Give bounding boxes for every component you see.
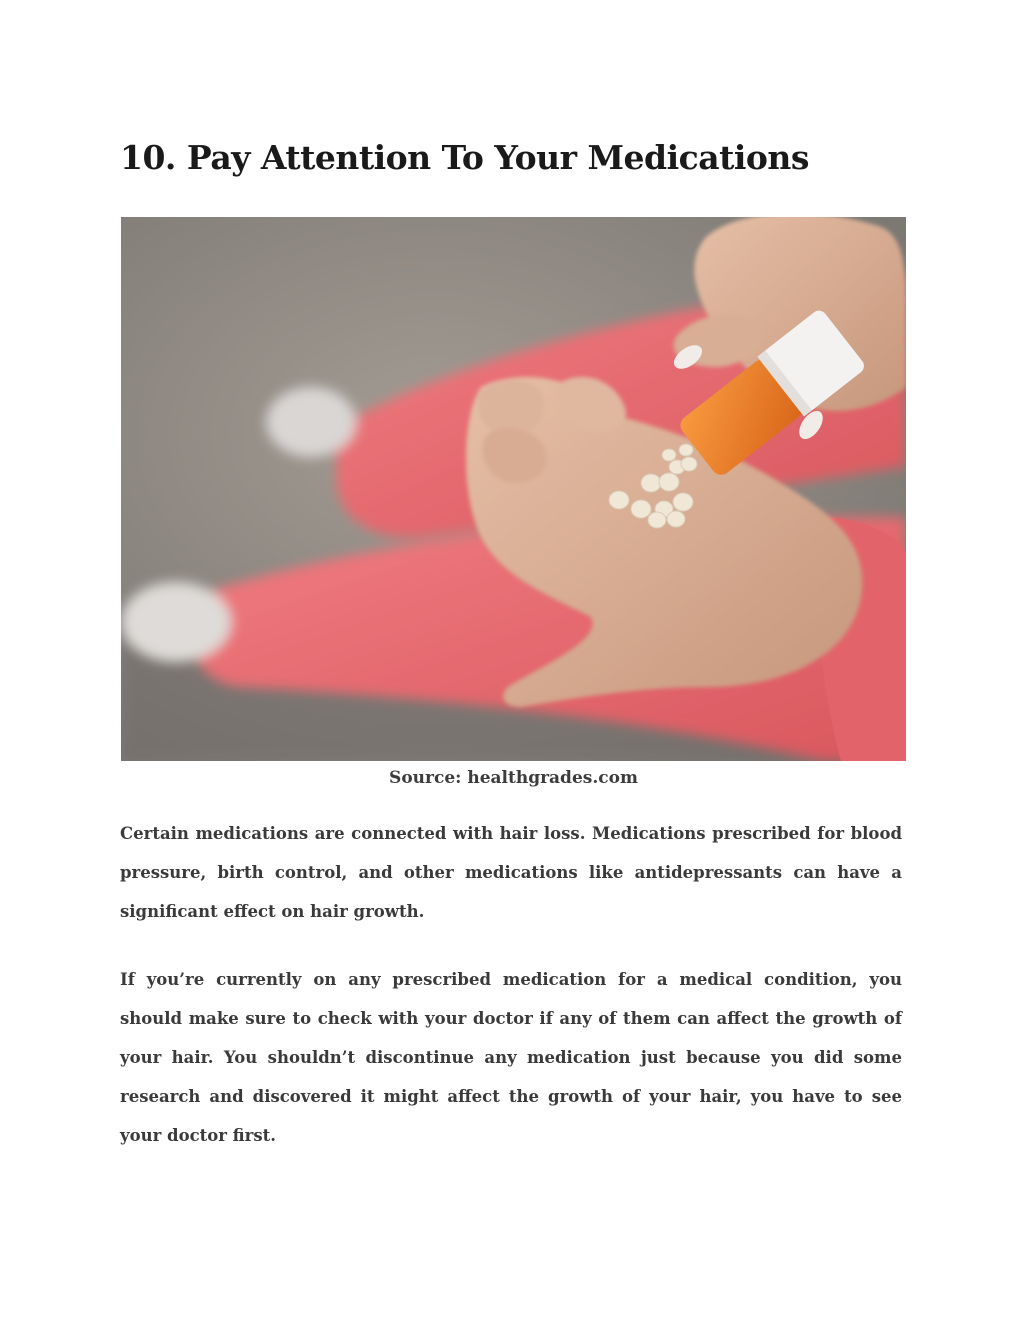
section-heading: 10. Pay Attention To Your Medications xyxy=(120,138,809,177)
body-paragraph-2: If you’re currently on any prescribed medication for a medical condition, you should make sure to check with your doctor if any of them can affect the growth of your hair. You shouldn’t discontinue any medication just because you did some research and discovered it might affect the growth of your hair, you have to see your doctor first. xyxy=(120,970,902,1145)
pills-in-hand-illustration xyxy=(121,217,906,761)
medication-photo xyxy=(121,217,906,761)
image-source-caption: Source: healthgrades.com xyxy=(389,768,638,788)
body-paragraph-1: Certain medications are connected with hair loss. Medications prescribed for blood pressure, birth control, and other medications like antidepressants can have a significant effect on hair growth. xyxy=(120,824,902,921)
